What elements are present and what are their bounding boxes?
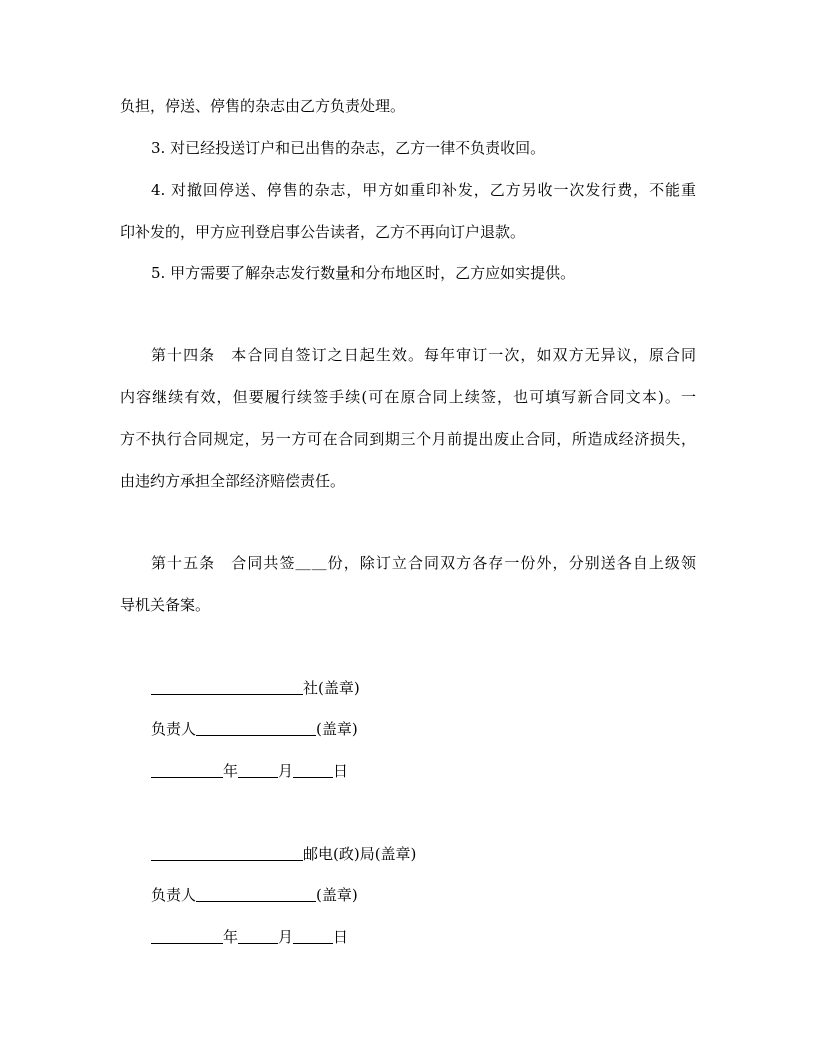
clause-15-line-1: 第十五条 合同共签＿＿份，除订立合同双方各存一份外，分别送各自上级领 [151,554,696,572]
party-a-org-line [151,677,360,699]
clause-13-tail: 负担，停送、停售的杂志由乙方负责处理。 [120,97,406,115]
clause-13-item-4-line-2: 印补发的，甲方应刊登启事公告读者，乙方不再向订户退款。 [120,223,526,241]
party-a-person-label: 负责人 [151,720,197,738]
party-b-month-label: 月 [278,928,294,946]
party-b-date-line [151,926,348,948]
party-a-month-blank [238,761,278,778]
party-b-person-seal: (盖章) [316,886,358,904]
party-b-day-label: 日 [333,928,349,946]
party-b-year-blank [151,927,223,944]
party-b-org-suffix: 邮电(政)局(盖章) [303,845,417,863]
party-a-day-blank [293,761,333,778]
clause-13-item-3: 3. 对已经投送订户和已出售的杂志，乙方一律不负责收回。 [151,139,546,157]
party-b-year-label: 年 [223,928,239,946]
party-a-day-label: 日 [333,762,349,780]
party-a-year-label: 年 [223,762,239,780]
party-b-org-line [151,843,416,865]
party-a-org-suffix: 社(盖章) [303,679,360,697]
clause-14-line-2: 内容继续有效，但要履行续签手续(可在原合同上续签，也可填写新合同文本)。一 [120,388,696,406]
clause-13-item-5: 5. 甲方需要了解杂志发行数量和分布地区时，乙方应如实提供。 [151,264,576,282]
clause-14-line-1: 第十四条 本合同自签订之日起生效。每年审订一次，如双方无异议，原合同 [151,346,696,364]
clause-14-line-4: 由违约方承担全部经济赔偿责任。 [120,472,346,490]
party-b-month-blank [238,927,278,944]
party-b-day-blank [293,927,333,944]
party-a-person-line [151,718,358,740]
party-a-year-blank [151,761,223,778]
party-b-org-blank [151,844,303,861]
party-a-person-seal: (盖章) [316,720,358,738]
party-a-org-blank [151,678,303,695]
party-a-person-blank [196,719,316,736]
clause-13-item-4-line-1: 4. 对撤回停送、停售的杂志，甲方如重印补发，乙方另收一次发行费，不能重 [151,181,696,199]
party-a-date-line [151,760,348,782]
party-b-person-blank [196,885,316,902]
clause-15-line-2: 导机关备案。 [120,596,211,614]
party-b-person-line [151,884,358,906]
party-b-person-label: 负责人 [151,886,197,904]
clause-14-line-3: 方不执行合同规定，另一方可在合同到期三个月前提出废止合同，所造成经济损失， [120,430,696,448]
party-a-month-label: 月 [278,762,294,780]
